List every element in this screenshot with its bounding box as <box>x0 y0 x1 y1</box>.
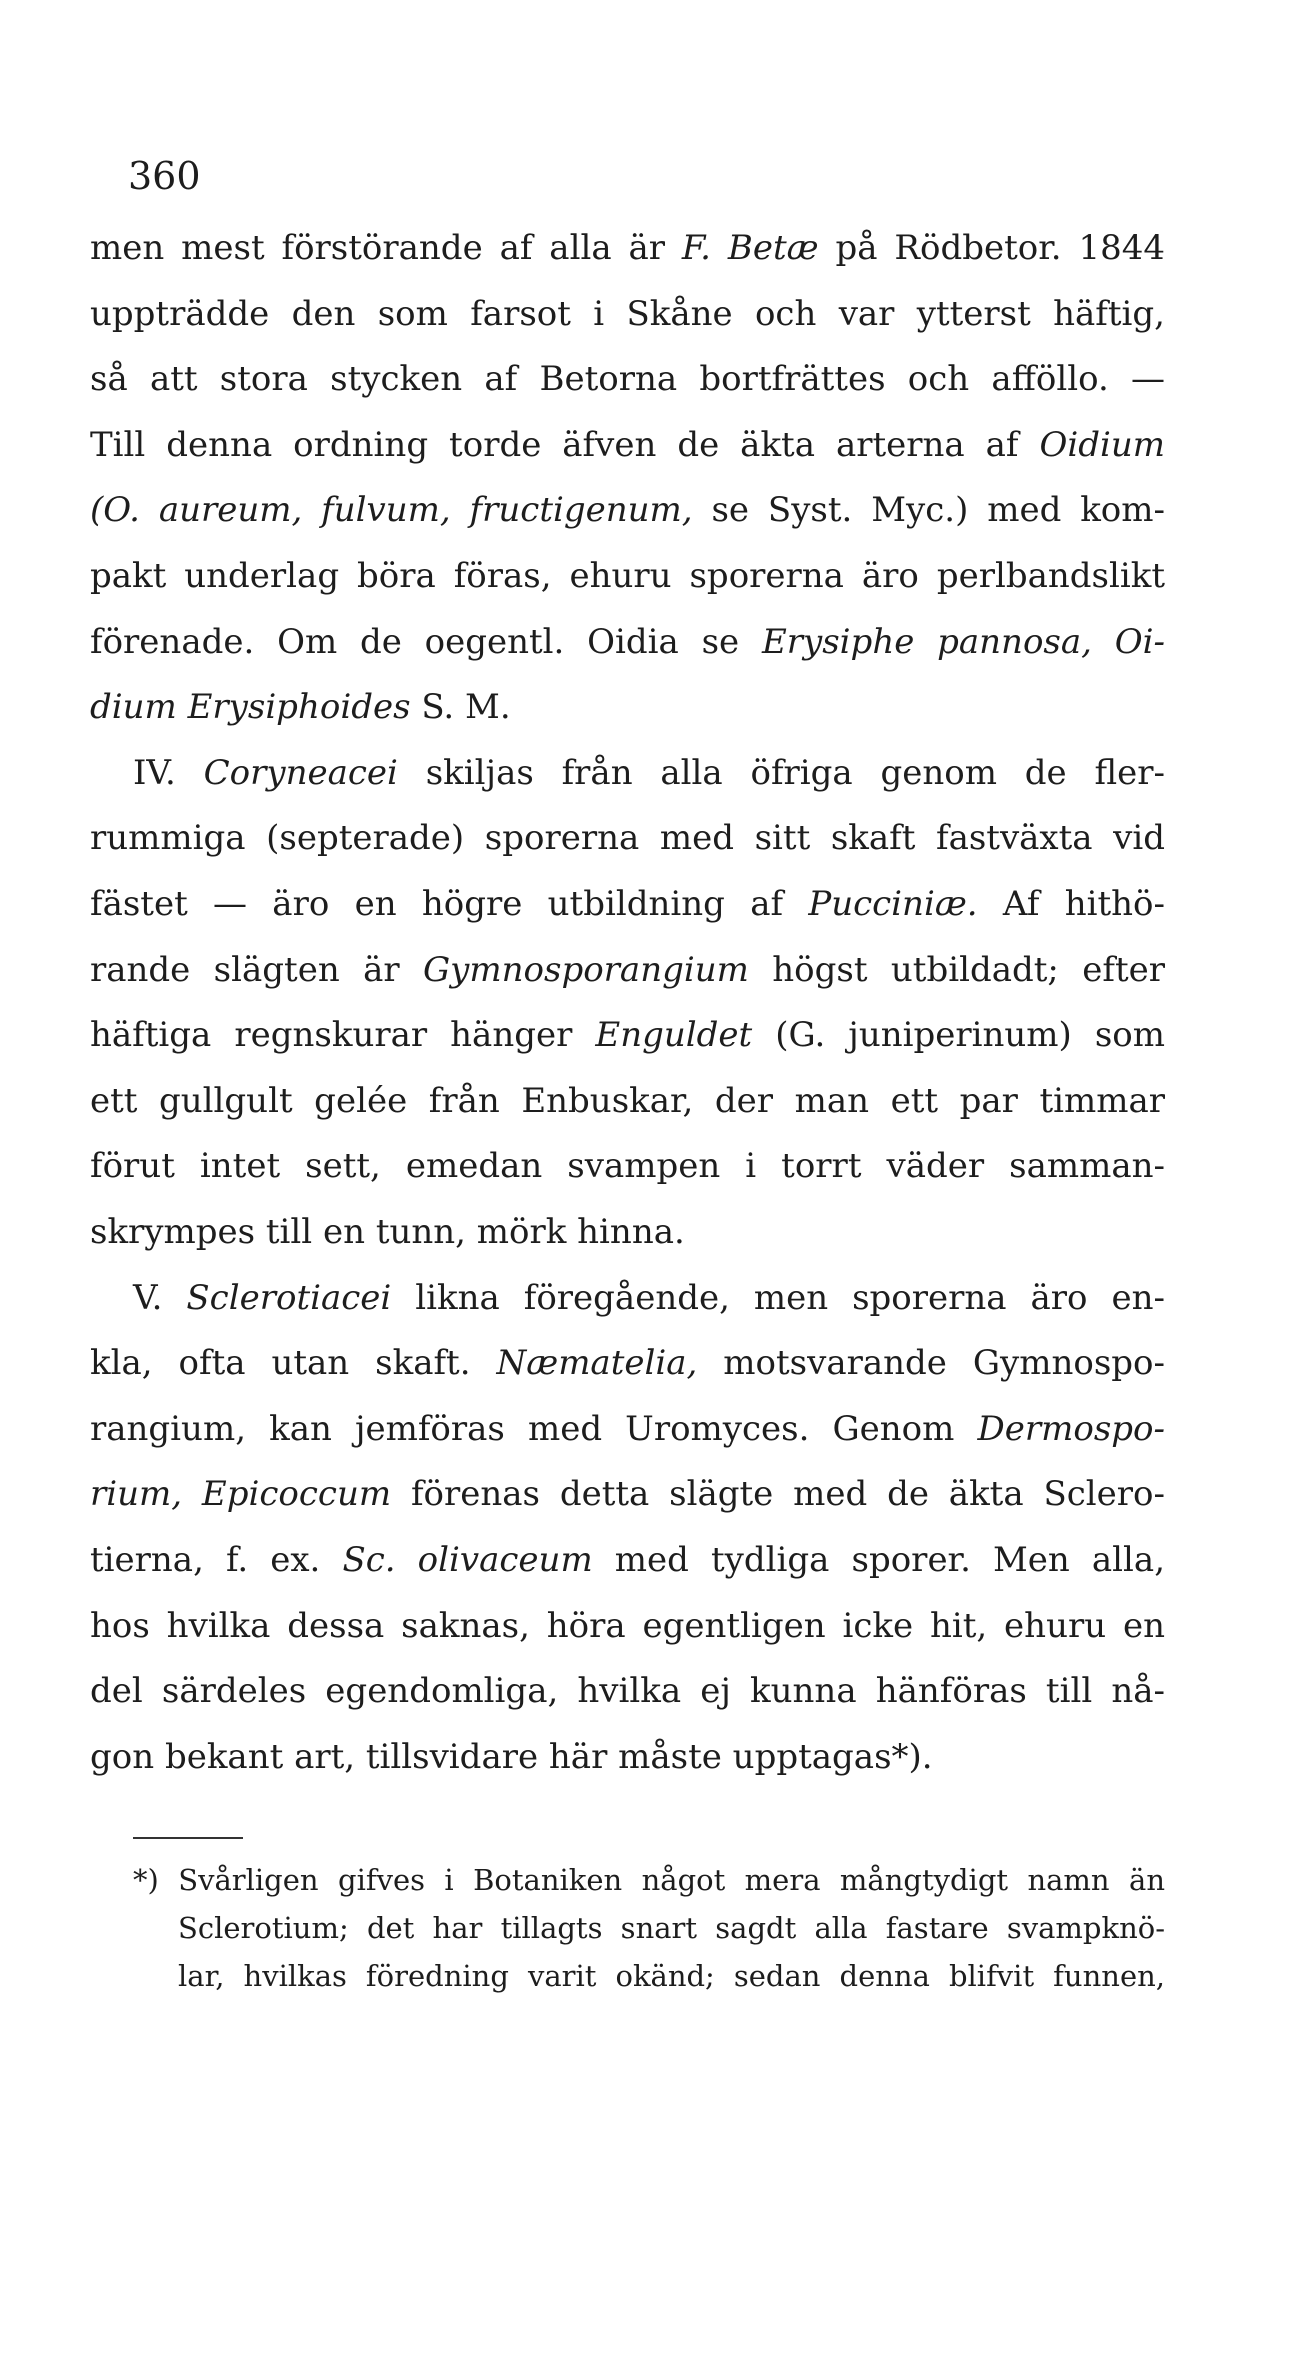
text-run: ett gullgult gelée från Enbuskar, der man ett par timmar <box>90 1080 1165 1121</box>
text-line <box>90 1600 1165 1652</box>
italic-term: Gymnosporangium <box>423 949 749 990</box>
text-line <box>90 1468 1165 1520</box>
text-run: motsvarande Gymnospo- <box>697 1343 1165 1384</box>
text-line <box>90 1009 1165 1061</box>
footnote-line: Sclerotium; det har tillagts snart sagdt alla fastare svampknö- <box>178 1911 1165 1945</box>
text-run: skiljas från alla öfriga genom de fler- <box>397 752 1165 793</box>
footnote-line: lar, hvilkas föredning varit okänd; sedan denna blifvit funnen, <box>178 1959 1165 1993</box>
italic-term: Dermospo- <box>977 1408 1165 1449</box>
text-line <box>133 1272 1165 1324</box>
text-line <box>90 812 1165 864</box>
text-run: förenade. Om de oegentl. Oidia se <box>90 621 762 662</box>
italic-term: Sc. olivaceum <box>342 1540 593 1580</box>
text-run: på Rödbetor. 1844 <box>818 228 1165 268</box>
italic-term: (O. aureum, fulvum, fructigenum, <box>90 490 693 531</box>
text-run: kla, ofta utan skaft. <box>90 1343 497 1384</box>
text-run: Af hithö- <box>977 884 1165 924</box>
italic-term: rium, Epicoccum <box>90 1474 392 1515</box>
text-run: förut intet sett, emedan svampen i torrt väder samman- <box>90 1146 1165 1187</box>
text-run: skrympes till en tunn, mörk hinna. <box>90 1212 685 1252</box>
text-line <box>90 353 1165 405</box>
text-run: tierna, f. ex. <box>90 1540 343 1580</box>
italic-term: dium Erysiphoides <box>90 687 411 728</box>
text-line <box>90 1665 1165 1717</box>
text-run: (G. juniperinum) som <box>752 1015 1165 1056</box>
text-line <box>90 1075 1165 1127</box>
text-run: så att stora stycken af Betorna bortfrättes och afföllo. — <box>90 359 1165 400</box>
text-line <box>90 1403 1165 1455</box>
text-line <box>90 616 1165 668</box>
text-line <box>133 747 1165 799</box>
text-line <box>90 1206 1165 1258</box>
text-run: uppträdde den som farsot i Skåne och var ytterst häftig, <box>90 293 1165 334</box>
text-run: rande slägten är <box>90 949 424 990</box>
text-run: men mest förstörande af alla är <box>90 228 682 268</box>
text-run: V. <box>133 1277 187 1318</box>
italic-term: Erysiphe pannosa, Oi- <box>761 621 1165 662</box>
text-line <box>90 1337 1165 1389</box>
text-run: del särdeles egendomliga, hvilka ej kunna hänföras till nå- <box>90 1671 1165 1712</box>
text-run: se Syst. Myc.) med kom- <box>692 490 1166 531</box>
text-line <box>90 944 1165 996</box>
text-line <box>90 484 1165 536</box>
italic-term: Pucciniæ. <box>808 884 978 924</box>
text-line <box>90 288 1165 340</box>
text-run: fästet — äro en högre utbildning af <box>90 884 809 924</box>
text-line <box>90 681 1165 733</box>
text-run: med tydliga sporer. Men alla, <box>592 1540 1165 1580</box>
text-line <box>90 878 1165 930</box>
text-run: rangium, kan jemföras med Uromyces. Genom <box>90 1408 978 1449</box>
italic-term: Enguldet <box>595 1015 753 1056</box>
text-run: häftiga regnskurar hänger <box>90 1015 596 1056</box>
italic-term: Oidium <box>1039 424 1165 465</box>
text-line <box>90 550 1165 602</box>
text-run: högst utbildadt; efter <box>748 949 1165 990</box>
text-line <box>90 1140 1165 1192</box>
text-line <box>90 419 1165 471</box>
footnote-divider <box>133 1837 243 1839</box>
text-run: gon bekant art, tillsvidare här måste upptagas*). <box>90 1736 933 1777</box>
text-line <box>90 1534 1165 1586</box>
footnote-line: *) Svårligen gifves i Botaniken något mera mångtydigt namn än <box>133 1863 1165 1897</box>
text-line <box>90 1731 1165 1783</box>
text-run: pakt underlag böra föras, ehuru sporerna äro perlbandslikt <box>90 556 1165 596</box>
page-number: 360 <box>128 154 201 198</box>
text-run: IV. <box>133 752 204 793</box>
italic-term: Coryneacei <box>203 752 398 793</box>
text-run: rummiga (septerade) sporerna med sitt skaft fastväxta vid <box>90 818 1165 859</box>
italic-term: Næmatelia, <box>496 1343 698 1384</box>
text-run: likna föregående, men sporerna äro en- <box>391 1277 1165 1318</box>
text-run: S. M. <box>410 687 511 728</box>
italic-term: F. Betæ <box>681 228 819 268</box>
text-run: Till denna ordning torde äfven de äkta arterna af <box>90 424 1040 465</box>
text-run: förenas detta slägte med de äkta Sclero- <box>391 1474 1165 1515</box>
italic-term: Sclerotiacei <box>186 1277 392 1318</box>
text-line <box>90 222 1165 274</box>
text-run: hos hvilka dessa saknas, höra egentligen icke hit, ehuru en <box>90 1605 1165 1646</box>
